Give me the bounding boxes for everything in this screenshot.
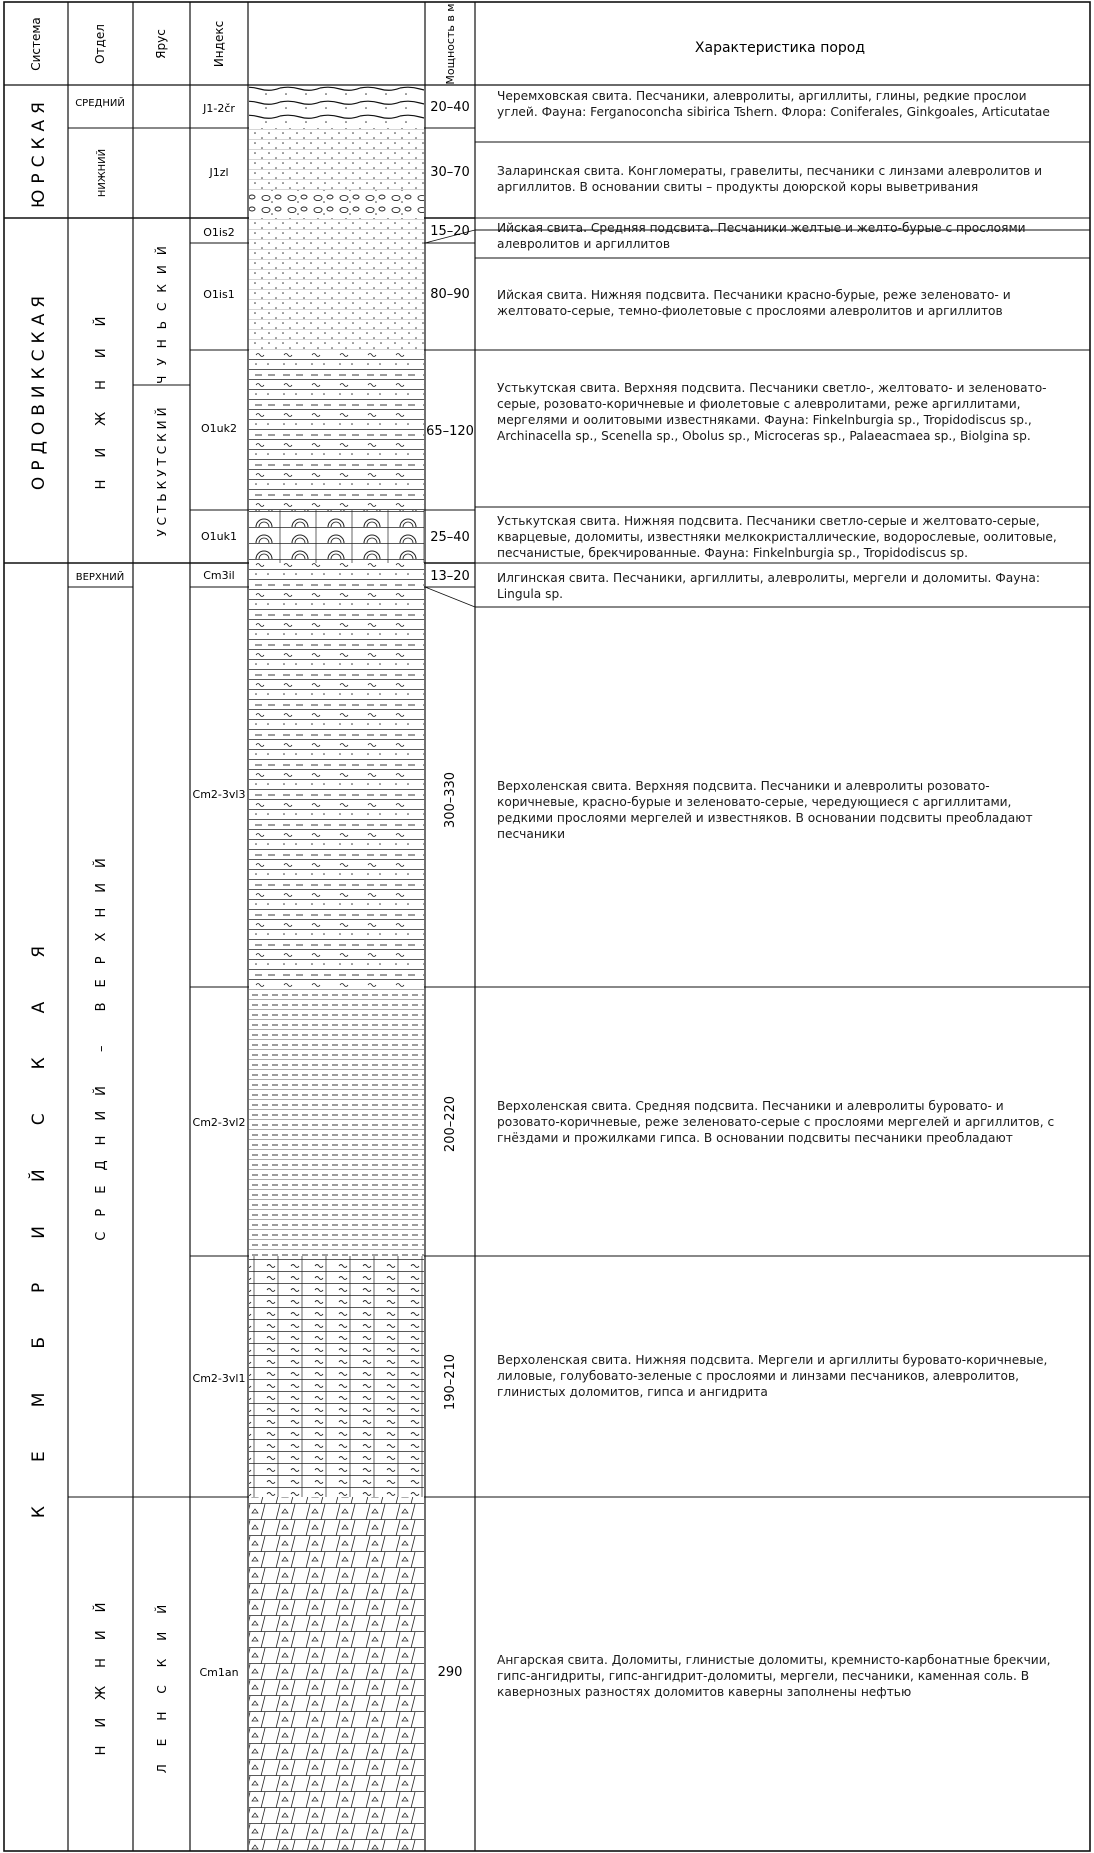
unit-description: Верхоленская свита. Верхняя подсвита. Песчаники и алевролиты розовато-коричневые, красно-бурые и зеленовато-серые, чередующиеся с аргиллитами, редкими прослоями мергелей и известняков. В основании подсвиты преобладают песчаники (497, 779, 1033, 841)
unit-index: Cm2-3vl3 (192, 788, 246, 801)
unit-description: Илгинская свита. Песчаники, аргиллиты, алевролиты, мергели и доломиты. Фауна: Lingula sp. (497, 571, 1040, 601)
unit-index: O1is1 (203, 288, 235, 301)
unit-thickness: 200–220 (443, 1095, 458, 1153)
unit-index: J1zl (209, 166, 229, 179)
unit-thickness: 65–120 (426, 424, 474, 439)
unit-description: Устькутская свита. Верхняя подсвита. Песчаники светло-, желтовато- и зеленовато-серые, розовато-коричневые и фиолетовые с алевролитами, реже аргиллитами, мергелями и оолитовыми известняками. Фауна: Finkelnburgia sp., Tropidodiscus sp., Archinacella sp., Scenella sp., Obolus sp., Microceras sp., Palaeacmaea sp., Biolgina sp. (497, 381, 1047, 443)
unit-thickness: 20–40 (430, 100, 470, 115)
series-middle-jurassic: СРЕДНИЙ (75, 98, 125, 109)
series-lower-jurassic: НИЖНИЙ (97, 148, 108, 198)
unit-description: Ийская свита. Средняя подсвита. Песчаники желтые и желто-бурые с прослоями алевролитов и аргиллитов (497, 221, 1026, 251)
unit-thickness: 290 (437, 1665, 463, 1680)
header-description: Характеристика пород (694, 40, 866, 56)
unit-index: O1uk2 (201, 422, 237, 435)
unit-index: O1is2 (203, 226, 235, 239)
unit-index: Cm1an (199, 1666, 239, 1679)
system-ordovician: ОРДОВИКСКАЯ (29, 289, 49, 491)
header-series: Отдел (93, 24, 107, 64)
header-stage: Ярус (154, 29, 168, 59)
unit-thickness: 13–20 (430, 569, 470, 584)
unit-description: Ийская свита. Нижняя подсвита. Песчаники красно-бурые, реже зеленовато- и желтовато-серые, темно-фиолетовые с прослоями алевролитов и аргиллитов (497, 288, 1011, 318)
header-system: Система (29, 17, 43, 71)
unit-index: Cm2-3vl1 (192, 1372, 246, 1385)
unit-thickness: 15–20 (430, 224, 470, 239)
unit-description: Заларинская свита. Конгломераты, гравелиты, песчаники с линзами алевролитов и аргиллитов. В основании свиты – продукты доюрской коры выветривания (497, 164, 1043, 194)
system-jurassic: ЮРСКАЯ (29, 96, 49, 208)
unit-description: Верхоленская свита. Нижняя подсвита. Мергели и аргиллиты буровато-коричневые, лиловые, голубовато-зеленые с прослоями и линзами песчаников, алевролитов, глинистых доломитов, гипса и ангидрита (497, 1353, 1048, 1399)
table-header (29, 3, 865, 84)
unit-index: Cm3il (203, 569, 235, 582)
series-lower-cambrian: НИЖНИЙ (94, 1584, 109, 1756)
unit-description: Ангарская свита. Доломиты, глинистые доломиты, кремнисто-карбонатные брекчии, гипс-ангидриты, гипс-ангидрит-доломиты, мергели, песчаники, каменная соль. В кавернозных разностях доломитов каверны заполнены нефтью (497, 1653, 1051, 1699)
stage-ustkutsky: УСТЬКУТСКИЙ (155, 403, 169, 537)
unit-description: Черемховская свита. Песчаники, алевролиты, аргиллиты, глины, редкие прослои углей. Фауна: Ferganoconcha sibirica Tshern. Флора: Coniferales, Ginkgoales, Articutatae (497, 89, 1050, 119)
lithology-column (249, 86, 424, 1850)
series-upper-cambrian: ВЕРХНИЙ (75, 572, 125, 583)
unit-index: O1uk1 (201, 530, 237, 543)
unit-description: Устькутская свита. Нижняя подсвита. Песчаники светло-серые и желтовато-серые, кварцевые, доломиты, известняки мелкокристаллические, водорослевые, оолитовые, песчанистые, брекчированные. Фауна: Finkelnburgia sp., Tropidodiscus sp. (497, 514, 1057, 560)
unit-thickness: 190–210 (443, 1353, 458, 1411)
stage-chunsky: ЧУНЬСКИЙ (155, 236, 169, 384)
unit-thickness: 25–40 (430, 530, 470, 545)
unit-thickness: 30–70 (430, 165, 470, 180)
system-cambrian: КЕМБРИЙСКАЯ (29, 901, 49, 1519)
unit-index: Cm2-3vl2 (192, 1116, 246, 1129)
unit-description: Верхоленская свита. Средняя подсвита. Песчаники и алевролиты буровато- и розовато-коричневые, реже зеленовато-серые с прослоями мергелей и аргиллитов, с гнёздами и прожилками гипса. В основании подсвиты песчаники преобладают (497, 1099, 1055, 1145)
header-thickness: Мощность в м (444, 3, 457, 85)
header-index: Индекс (212, 20, 226, 68)
series-lower-ordovician: НИЖНИЙ (94, 294, 109, 490)
unit-thickness: 300–330 (443, 771, 458, 829)
unit-index: J1-2čr (203, 102, 235, 115)
unit-thickness: 80–90 (430, 287, 470, 302)
series-middle-upper-cambrian: СРЕДНИЙ – ВЕРХНИЙ (94, 843, 109, 1241)
stage-lensky: ЛЕНСКИЙ (155, 1586, 169, 1774)
